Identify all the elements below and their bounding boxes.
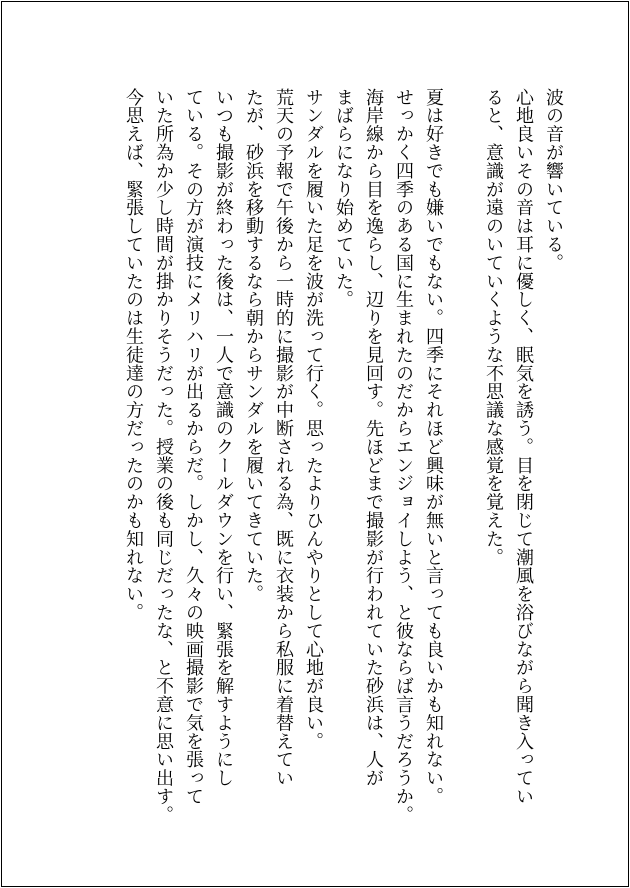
text-line-8: まばらになり始めていた。 [333,88,354,309]
vertical-text-block [118,88,568,828]
text-line-5: 夏は好きでも嫌いでもない。四季にそれほど興味が無いと言っても良いかも知れない。 [423,88,444,806]
text-line-6: せっかく四季のある国に生まれたのだからエンジョイしよう、と彼ならば言うだろうか。 [393,88,414,824]
blank-line [448,88,478,828]
text-line-1: 波の音が響いている。 [543,88,564,272]
text-line-11: たが、砂浜を移動するなら朝からサンダルを履いてきていた。 [243,88,264,604]
text-line-12: いつも撮影が終わった後は、一人で意識のクールダウンを行い、緊張を解すようにし [213,88,234,788]
text-line-7: 海岸線から目を逸らし、辺りを見回す。先ほどまで撮影が行われていた砂浜は、人が [363,88,384,788]
text-line-14: いた所為か少し時間が掛かりそうだった。授業の後も同じだったな、と不意に思い出す。 [153,88,174,824]
text-line-9: サンダルを履いた足を波が洗って行く。思ったよりひんやりとして心地が良い。 [303,88,324,751]
text-line-3: ると、意識が遠のいていくような不思議な感覚を覚えた。 [483,88,504,567]
text-line-15: 今思えば、緊張していたのは生徒達の方だったのかも知れない。 [123,88,144,622]
manuscript-page [1,1,629,887]
text-line-10: 荒天の予報で午後から一時的に撮影が中断される為、既に衣装から私服に着替えてい [273,88,294,788]
text-line-13: ている。その方が演技にメリハリが出るからだ。しかし、久々の映画撮影で気を張って [183,88,204,806]
text-line-2: 心地良いその音は耳に優しく、眠気を誘う。目を閉じて潮風を浴びながら聞き入ってい [513,88,534,806]
